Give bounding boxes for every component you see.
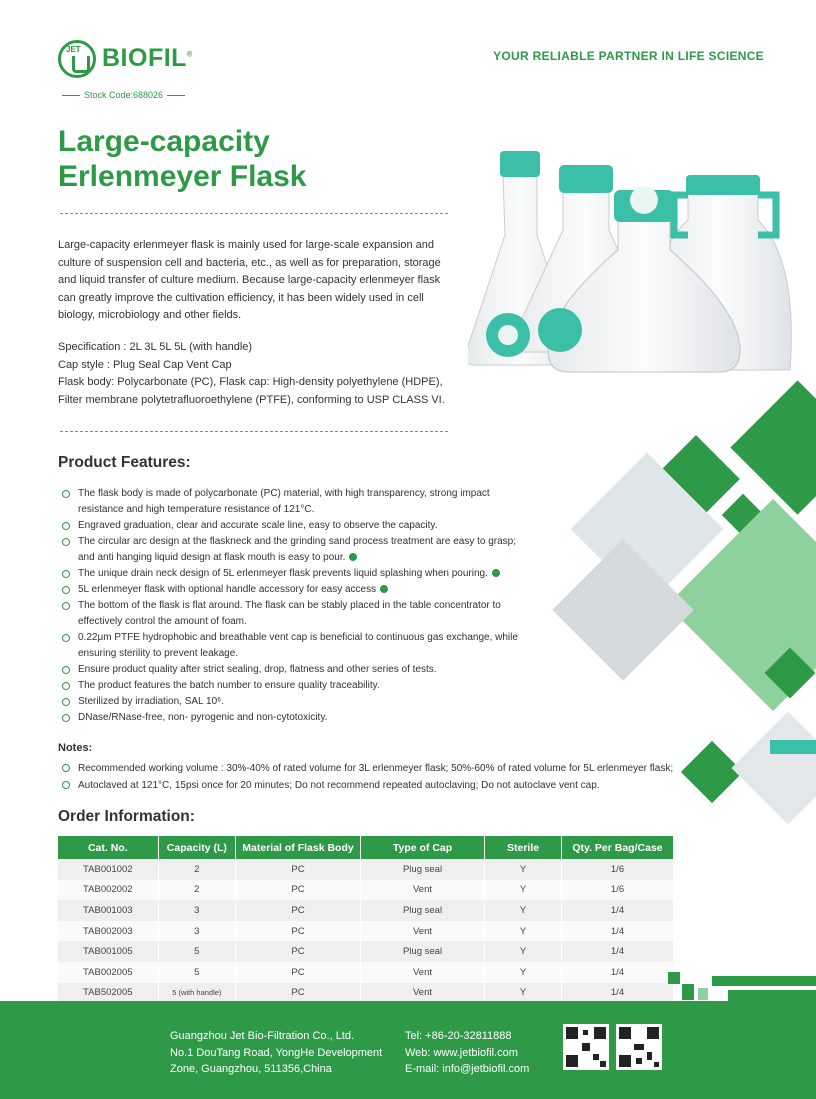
page-title: Large-capacity Erlenmeyer Flask <box>58 125 307 193</box>
list-item: Sterilized by irradiation, SAL 10⁶. <box>62 694 522 710</box>
table-row: TAB002002 2 PC Vent Y 1/6 <box>58 880 674 901</box>
table-row: TAB001005 5 PC Plug seal Y 1/4 <box>58 941 674 962</box>
spec-line: Specification : 2L 3L 5L 5L (with handle) <box>58 341 253 353</box>
col-header: Qty. Per Bag/Case <box>562 836 674 859</box>
order-title: Order Information: <box>58 808 195 825</box>
list-item: The circular arc design at the flaskneck and the grinding sand process treatment are easy to grasp; and anti hanging liquid design at flask mouth is easy to pour. <box>62 534 522 566</box>
list-item: The bottom of the flask is flat around. The flask can be stably placed in the table concentrator to effectively control the amount of foam. <box>62 598 522 630</box>
col-header: Sterile <box>485 836 562 859</box>
footer-contact <box>405 1028 529 1078</box>
qr-code-icon <box>616 1024 662 1070</box>
phone: Tel: +86-20-32811888 <box>405 1030 512 1042</box>
email-link[interactable]: E-mail: info@jetbiofil.com <box>405 1063 530 1075</box>
qr-code-icon <box>563 1024 609 1070</box>
list-item: Autoclaved at 121°C, 15psi once for 20 minutes; Do not recommend repeated autoclaving; Do not autoclave vent cap. <box>62 777 702 794</box>
flask-thumbnail-diamond <box>731 711 816 824</box>
list-item: 5L erlenmeyer flask with optional handle accessory for easy access <box>62 582 522 598</box>
cap-style-line: Cap style : Plug Seal Cap Vent Cap <box>58 358 232 371</box>
filter-line: Filter membrane polytetrafluoroethylene (PTFE), conforming to USP CLASS VI. <box>58 393 445 406</box>
list-item: Ensure product quality after strict sealing, drop, flatness and other series of tests. <box>62 662 522 678</box>
stock-code: Stock Code:688026 <box>58 90 189 100</box>
col-header: Cat. No. <box>58 836 158 859</box>
table-row: TAB002005 5 PC Vent Y 1/4 <box>58 962 674 983</box>
flask-body-line: Flask body: Polycarbonate (PC), Flask cap: High-density polyethylene (HDPE), <box>58 376 443 389</box>
table-row: TAB002003 3 PC Vent Y 1/4 <box>58 921 674 942</box>
col-header: Type of Cap <box>360 836 484 859</box>
footer-pixel-decor <box>668 972 816 1002</box>
table-header-row <box>58 836 674 859</box>
col-header: Material of Flask Body <box>236 836 361 859</box>
list-item: Recommended working volume : 30%-40% of rated volume for 3L erlenmeyer flask; 50%-60% of rated volume for 5L erlenmeyer flask; <box>62 760 702 777</box>
intro-paragraph: Large-capacity erlenmeyer flask is mainly used for large-scale expansion and culture of suspension cell and bacteria, etc., as well as for preparation, storage and liquid transfer of culture medium. Because large-capacity erlenmeyer flask can greatly improve the cultivation efficiency, it has been widely used in cell biology, microbiology and other fields. <box>58 239 441 322</box>
divider <box>60 431 448 432</box>
notes-list <box>62 760 702 794</box>
list-item: 0.22μm PTFE hydrophobic and breathable vent cap is beneficial to continuous gas exchange, while ensuring sterility to prevent leakage. <box>62 630 522 662</box>
footer-address <box>170 1028 382 1078</box>
list-item: Engraved graduation, clear and accurate scale line, easy to observe the capacity. <box>62 518 522 534</box>
features-list <box>62 486 522 726</box>
specifications <box>58 339 458 409</box>
address-line: Zone, Guangzhou, 511356,China <box>170 1063 332 1075</box>
brand-name: BIOFIL® <box>102 44 193 72</box>
list-item: The product features the batch number to ensure quality traceability. <box>62 678 522 694</box>
address-line: No.1 DouTang Road, YongHe Development <box>170 1046 383 1059</box>
brand-logo <box>58 40 198 84</box>
jet-logo-icon: JET <box>58 40 96 78</box>
list-item: The unique drain neck design of 5L erlenmeyer flask prevents liquid splashing when pouring. <box>62 566 522 582</box>
website-link[interactable]: Web: www.jetbiofil.com <box>405 1046 518 1059</box>
notes-title: Notes: <box>58 742 93 754</box>
col-header: Capacity (L) <box>158 836 235 859</box>
table-row: TAB502005 5 (with handle) PC Vent Y 1/4 <box>58 983 674 1004</box>
teal-cap-shape <box>770 740 816 754</box>
divider <box>60 213 448 214</box>
flask-product-image <box>468 145 816 385</box>
tagline: YOUR RELIABLE PARTNER IN LIFE SCIENCE <box>493 49 764 63</box>
table-row: TAB001002 2 PC Plug seal Y 1/6 <box>58 859 674 880</box>
list-item: DNase/RNase-free, non- pyrogenic and non-cytotoxicity. <box>62 710 522 726</box>
list-item: The flask body is made of polycarbonate (PC) material, with high transparency, strong impact resistance and high temperature resistance of 121°C. <box>62 486 522 518</box>
order-table <box>58 836 674 1003</box>
table-row: TAB001003 3 PC Plug seal Y 1/4 <box>58 900 674 921</box>
features-title: Product Features: <box>58 454 191 471</box>
company-name: Guangzhou Jet Bio-Filtration Co., Ltd. <box>170 1030 355 1042</box>
